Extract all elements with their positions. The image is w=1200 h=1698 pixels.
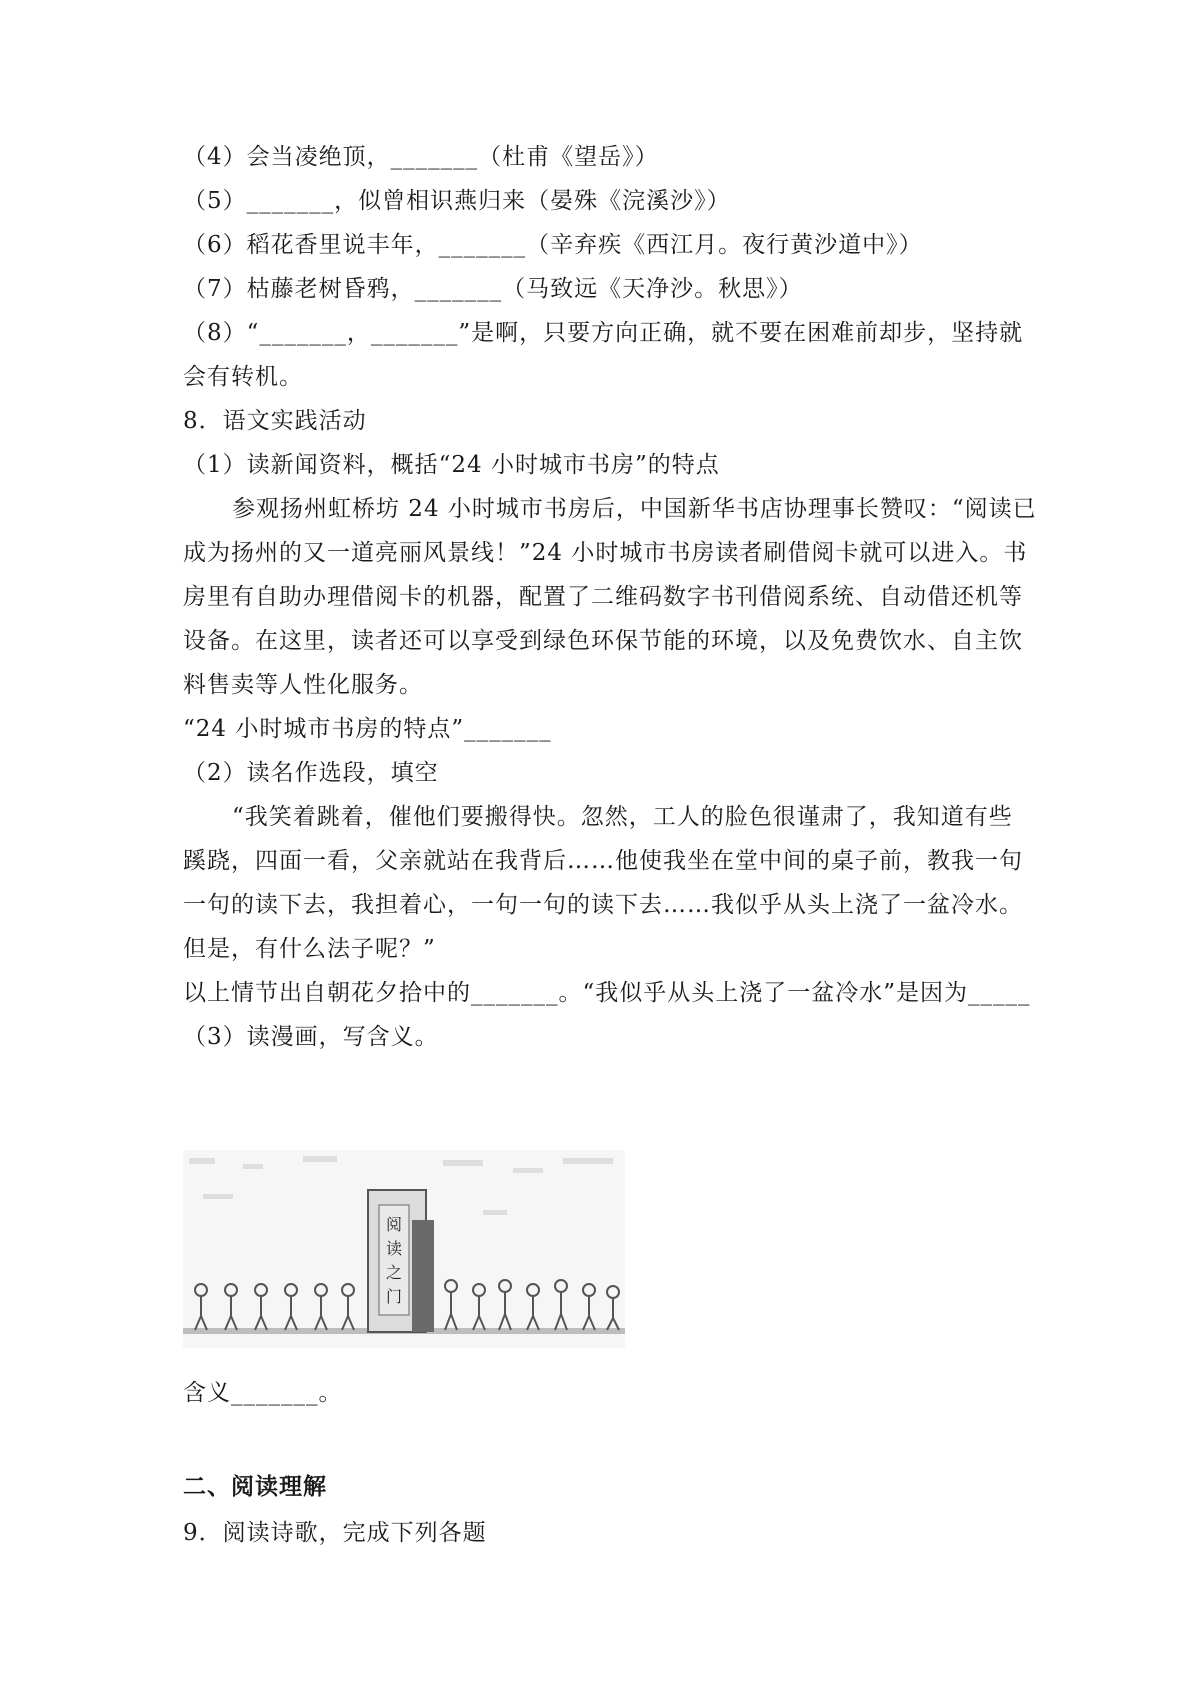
cartoon-sign-char: 门 — [385, 1287, 403, 1306]
section-2-heading: 二、阅读理解 — [183, 1473, 327, 1500]
excerpt-line: “我笑着跳着，催他们要搬得快。忽然，工人的脸色很谨肃了，我知道有些 — [232, 804, 1013, 830]
poem-line-7: （7）枯藤老树昏鸦，_______（马致远《天净沙。秋思》） — [183, 276, 803, 302]
question-8-part3-answer: 含义_______。 — [183, 1380, 343, 1406]
question-8-part2-prompt: （2）读名作选段，填空 — [183, 760, 439, 786]
news-line: 房里有自助办理借阅卡的机器，配置了二维码数字书刊借阅系统、自动借还机等 — [183, 584, 1023, 610]
news-line: 参观扬州虹桥坊 24 小时城市书房后，中国新华书店协理事长赞叹：“阅读已 — [232, 496, 1037, 522]
cartoon-sign-char: 之 — [385, 1263, 403, 1282]
excerpt-line: 但是，有什么法子呢？” — [183, 936, 436, 962]
question-8-part1-prompt: （1）读新闻资料，概括“24 小时城市书房”的特点 — [183, 452, 720, 478]
news-line: 成为扬州的又一道亮丽风景线！”24 小时城市书房读者刷借阅卡就可以进入。书 — [183, 540, 1028, 566]
question-8-part1-answer: “24 小时城市书房的特点”_______ — [183, 716, 552, 742]
cartoon-sign-char: 阅 — [385, 1215, 403, 1234]
reading-gate-cartoon — [183, 1150, 625, 1348]
excerpt-line: 蹊跷，四面一看，父亲就站在我背后……他使我坐在堂中间的桌子前，教我一句 — [183, 848, 1023, 874]
poem-line-5: （5）_______，似曾相识燕归来（晏殊《浣溪沙》） — [183, 188, 731, 214]
question-9-title: 9．阅读诗歌，完成下列各题 — [183, 1520, 487, 1546]
poem-line-6: （6）稻花香里说丰年，_______（辛弃疾《西江月。夜行黄沙道中》） — [183, 232, 923, 258]
excerpt-line: 一句的读下去，我担着心，一句一句的读下去……我似乎从头上浇了一盆冷水。 — [183, 892, 1023, 918]
question-8-part3-prompt: （3）读漫画，写含义。 — [183, 1024, 439, 1050]
news-line: 设备。在这里，读者还可以享受到绿色环保节能的环境，以及免费饮水、自主饮 — [183, 628, 1023, 654]
cartoon-sign-char: 读 — [385, 1239, 403, 1258]
poem-line-8-cont: 会有转机。 — [183, 364, 303, 390]
news-line: 料售卖等人性化服务。 — [183, 672, 423, 698]
question-8-part2-answer: 以上情节出自朝花夕拾中的_______。“我似乎从头上浇了一盆冷水”是因为_____ — [183, 980, 1031, 1006]
poem-line-8: （8）“_______，_______”是啊，只要方向正确，就不要在困难前却步，坚持就 — [183, 320, 1024, 346]
question-8-title: 8．语文实践活动 — [183, 408, 367, 434]
poem-line-4: （4）会当凌绝顶，_______（杜甫《望岳》） — [183, 144, 659, 170]
